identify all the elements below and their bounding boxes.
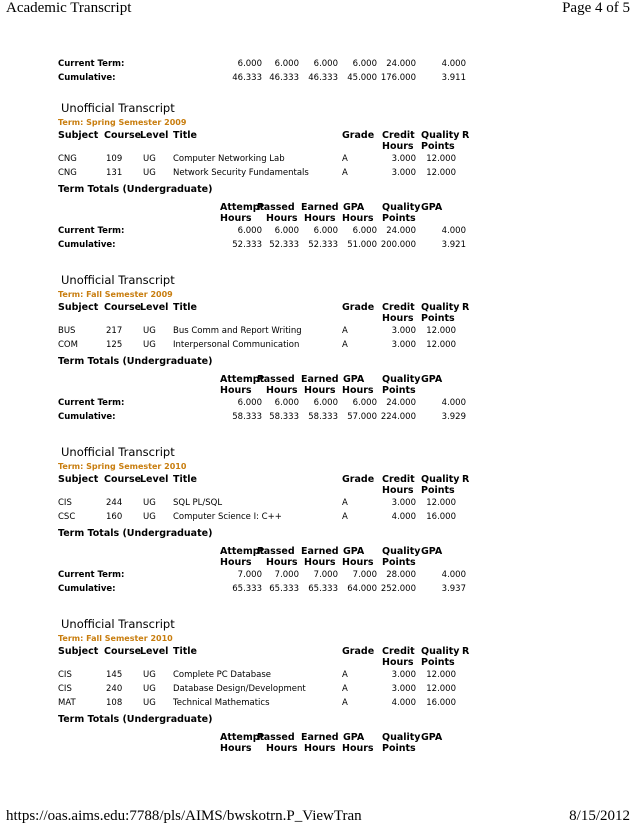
term1-col-level: Level <box>140 302 169 313</box>
term0-col-subject: Subject <box>58 130 99 141</box>
term0-col-course: Course <box>104 130 142 141</box>
course-grade: A <box>342 340 348 350</box>
term1-cumulative-value: 57.000 <box>347 412 377 422</box>
term1-cumulative-value: 58.333 <box>269 412 299 422</box>
term3-col-course: Course <box>104 646 142 657</box>
term1-stat-header: Passed <box>257 374 295 385</box>
term0-col-quality: Quality <box>421 130 460 141</box>
term0-current-term-label: Current Term: <box>58 226 125 236</box>
term2-cumulative-label: Cumulative: <box>58 584 116 594</box>
course-grade: A <box>342 698 348 708</box>
term1-stat-header: Attempt <box>220 374 265 385</box>
course-level: UG <box>143 498 156 508</box>
course-subject: COM <box>58 340 78 350</box>
course-level: UG <box>143 698 156 708</box>
term2-col-quality: Points <box>421 485 455 496</box>
term3-stat-header: GPA <box>343 732 365 743</box>
course-grade: A <box>342 512 348 522</box>
course-subject: MAT <box>58 698 76 708</box>
course-subject: CIS <box>58 498 72 508</box>
term1-cumulative-value: 3.929 <box>441 412 466 422</box>
term1-stat-header: Hours <box>266 385 298 396</box>
course-number: 244 <box>106 498 123 508</box>
course-quality: 12.000 <box>426 340 456 350</box>
term2-stat-header: Points <box>382 557 416 568</box>
term1-stat-header-gpa: GPA <box>421 374 443 385</box>
course-credit: 3.000 <box>391 326 416 336</box>
term1-stat-header: Earned <box>301 374 339 385</box>
term-label: Term: Spring Semester 2009 <box>58 118 187 127</box>
term1-col-credit: Hours <box>382 313 414 324</box>
term1-cumulative-value: 224.000 <box>380 412 416 422</box>
section-title: Unofficial Transcript <box>61 273 175 287</box>
course-credit: 3.000 <box>391 154 416 164</box>
course-credit: 3.000 <box>391 168 416 178</box>
term0-stat-header: Attempt <box>220 202 265 213</box>
course-title: Technical Mathematics <box>173 698 270 708</box>
course-grade: A <box>342 498 348 508</box>
term2-col-title: Title <box>173 474 197 485</box>
term3-stat-header: Passed <box>257 732 295 743</box>
course-quality: 12.000 <box>426 498 456 508</box>
section-title: Unofficial Transcript <box>61 101 175 115</box>
term1-col-quality: Quality <box>421 302 460 313</box>
term1-current-term-value: 4.000 <box>441 398 466 408</box>
term0-current-term-value: 6.000 <box>237 226 262 236</box>
term3-col-grade: Grade <box>342 646 375 657</box>
term3-col-credit: Credit <box>382 646 415 657</box>
term1-stat-header: Points <box>382 385 416 396</box>
term3-stat-header: Hours <box>266 743 298 754</box>
term1-col-credit: Credit <box>382 302 415 313</box>
course-credit: 3.000 <box>391 670 416 680</box>
term0-current-term-value: 6.000 <box>313 226 338 236</box>
page-number: Page 4 of 5 <box>562 0 630 16</box>
course-number: 240 <box>106 684 123 694</box>
term-totals-label: Term Totals (Undergraduate) <box>58 356 213 367</box>
top-cumulative-label: Cumulative: <box>58 73 116 83</box>
course-grade: A <box>342 670 348 680</box>
term1-current-term-value: 6.000 <box>237 398 262 408</box>
term-totals-label: Term Totals (Undergraduate) <box>58 184 213 195</box>
term3-stat-header: Hours <box>220 743 252 754</box>
term2-stat-header: Attempt <box>220 546 265 557</box>
term3-stat-header: Earned <box>301 732 339 743</box>
section-title: Unofficial Transcript <box>61 445 175 459</box>
page-header-title: Academic Transcript <box>6 0 132 16</box>
term2-col-quality: Quality <box>421 474 460 485</box>
term2-stat-header: Hours <box>266 557 298 568</box>
term0-col-level: Level <box>140 130 169 141</box>
course-level: UG <box>143 326 156 336</box>
term0-stat-header: Earned <box>301 202 339 213</box>
term2-stat-header: Earned <box>301 546 339 557</box>
course-quality: 12.000 <box>426 154 456 164</box>
top-cumulative-value: 45.000 <box>347 73 377 83</box>
course-credit: 3.000 <box>391 684 416 694</box>
top-current-term-value: 6.000 <box>313 59 338 69</box>
term3-col-quality: Points <box>421 657 455 668</box>
course-grade: A <box>342 326 348 336</box>
term0-current-term-value: 4.000 <box>441 226 466 236</box>
course-subject: BUS <box>58 326 76 336</box>
footer-date: 8/15/2012 <box>569 808 630 824</box>
term1-cumulative-value: 58.333 <box>232 412 262 422</box>
term3-col-quality: Quality <box>421 646 460 657</box>
term1-stat-header: Hours <box>220 385 252 396</box>
term3-stat-header: Hours <box>342 743 374 754</box>
course-number: 145 <box>106 670 123 680</box>
term1-cumulative-label: Cumulative: <box>58 412 116 422</box>
term3-stat-header: Quality <box>382 732 421 743</box>
term3-col-title: Title <box>173 646 197 657</box>
course-title: Database Design/Development <box>173 684 306 694</box>
term0-stat-header: Points <box>382 213 416 224</box>
term2-stat-header: Hours <box>220 557 252 568</box>
course-quality: 16.000 <box>426 512 456 522</box>
term0-col-grade: Grade <box>342 130 375 141</box>
term2-col-subject: Subject <box>58 474 99 485</box>
term3-stat-header-gpa: GPA <box>421 732 443 743</box>
term2-col-credit: Hours <box>382 485 414 496</box>
term0-stat-header: Hours <box>304 213 336 224</box>
term0-stat-header: Hours <box>342 213 374 224</box>
term0-cumulative-value: 52.333 <box>308 240 338 250</box>
top-current-term-value: 6.000 <box>237 59 262 69</box>
term2-stat-header: Hours <box>304 557 336 568</box>
top-current-term-value: 6.000 <box>274 59 299 69</box>
top-cumulative-value: 46.333 <box>269 73 299 83</box>
course-level: UG <box>143 684 156 694</box>
term1-current-term-value: 6.000 <box>313 398 338 408</box>
term0-col-title: Title <box>173 130 197 141</box>
term1-col-r: R <box>462 302 470 313</box>
term0-cumulative-label: Cumulative: <box>58 240 116 250</box>
top-current-term-value: 24.000 <box>386 59 416 69</box>
term2-current-term-value: 28.000 <box>386 570 416 580</box>
course-grade: A <box>342 684 348 694</box>
course-subject: CIS <box>58 670 72 680</box>
top-current-term-label: Current Term: <box>58 59 125 69</box>
term2-stat-header: Hours <box>342 557 374 568</box>
course-level: UG <box>143 154 156 164</box>
term2-stat-header: Passed <box>257 546 295 557</box>
course-credit: 3.000 <box>391 340 416 350</box>
term1-col-subject: Subject <box>58 302 99 313</box>
term2-stat-header: Quality <box>382 546 421 557</box>
course-number: 160 <box>106 512 123 522</box>
course-credit: 4.000 <box>391 512 416 522</box>
term2-stat-header-gpa: GPA <box>421 546 443 557</box>
term0-col-quality: Points <box>421 141 455 152</box>
course-title: Interpersonal Communication <box>173 340 300 350</box>
course-number: 125 <box>106 340 123 350</box>
course-subject: CNG <box>58 154 77 164</box>
term2-col-credit: Credit <box>382 474 415 485</box>
section-title: Unofficial Transcript <box>61 617 175 631</box>
term0-cumulative-value: 200.000 <box>380 240 416 250</box>
term2-cumulative-value: 3.937 <box>441 584 466 594</box>
term1-stat-header: GPA <box>343 374 365 385</box>
term1-col-quality: Points <box>421 313 455 324</box>
course-number: 108 <box>106 698 123 708</box>
term1-stat-header: Quality <box>382 374 421 385</box>
top-cumulative-value: 3.911 <box>441 73 466 83</box>
course-subject: CSC <box>58 512 76 522</box>
term0-current-term-value: 6.000 <box>352 226 377 236</box>
course-level: UG <box>143 340 156 350</box>
term2-col-course: Course <box>104 474 142 485</box>
term0-cumulative-value: 52.333 <box>232 240 262 250</box>
term2-cumulative-value: 65.333 <box>232 584 262 594</box>
course-title: Network Security Fundamentals <box>173 168 309 178</box>
course-quality: 16.000 <box>426 698 456 708</box>
term3-col-credit: Hours <box>382 657 414 668</box>
course-quality: 12.000 <box>426 326 456 336</box>
term2-col-grade: Grade <box>342 474 375 485</box>
term1-stat-header: Hours <box>304 385 336 396</box>
term0-col-credit: Hours <box>382 141 414 152</box>
course-level: UG <box>143 512 156 522</box>
term0-cumulative-value: 52.333 <box>269 240 299 250</box>
term3-col-r: R <box>462 646 470 657</box>
course-title: Complete PC Database <box>173 670 271 680</box>
term2-current-term-value: 7.000 <box>352 570 377 580</box>
term1-col-course: Course <box>104 302 142 313</box>
term2-current-term-value: 7.000 <box>274 570 299 580</box>
term0-stat-header: Quality <box>382 202 421 213</box>
term3-stat-header: Points <box>382 743 416 754</box>
course-subject: CIS <box>58 684 72 694</box>
course-title: Computer Networking Lab <box>173 154 285 164</box>
term3-col-subject: Subject <box>58 646 99 657</box>
term3-stat-header: Attempt <box>220 732 265 743</box>
term2-current-term-label: Current Term: <box>58 570 125 580</box>
course-title: Bus Comm and Report Writing <box>173 326 302 336</box>
term1-col-grade: Grade <box>342 302 375 313</box>
course-number: 217 <box>106 326 123 336</box>
course-level: UG <box>143 670 156 680</box>
term0-cumulative-value: 3.921 <box>441 240 466 250</box>
term2-cumulative-value: 252.000 <box>380 584 416 594</box>
term0-cumulative-value: 51.000 <box>347 240 377 250</box>
term1-current-term-value: 24.000 <box>386 398 416 408</box>
course-quality: 12.000 <box>426 670 456 680</box>
term0-current-term-value: 24.000 <box>386 226 416 236</box>
term-totals-label: Term Totals (Undergraduate) <box>58 528 213 539</box>
term2-cumulative-value: 65.333 <box>269 584 299 594</box>
term2-stat-header: GPA <box>343 546 365 557</box>
top-current-term-value: 6.000 <box>352 59 377 69</box>
course-number: 131 <box>106 168 123 178</box>
term1-col-title: Title <box>173 302 197 313</box>
term0-stat-header-gpa: GPA <box>421 202 443 213</box>
term1-cumulative-value: 58.333 <box>308 412 338 422</box>
term0-col-credit: Credit <box>382 130 415 141</box>
term3-col-level: Level <box>140 646 169 657</box>
course-title: SQL PL/SQL <box>173 498 223 508</box>
top-cumulative-value: 46.333 <box>308 73 338 83</box>
course-quality: 12.000 <box>426 168 456 178</box>
term0-stat-header: Passed <box>257 202 295 213</box>
term2-current-term-value: 4.000 <box>441 570 466 580</box>
term2-current-term-value: 7.000 <box>237 570 262 580</box>
course-title: Computer Science I: C++ <box>173 512 282 522</box>
term1-current-term-label: Current Term: <box>58 398 125 408</box>
footer-url: https://oas.aims.edu:7788/pls/AIMS/bwskotrn.P_ViewTran <box>6 808 362 824</box>
term1-stat-header: Hours <box>342 385 374 396</box>
term0-stat-header: GPA <box>343 202 365 213</box>
term-label: Term: Fall Semester 2009 <box>58 290 173 299</box>
top-cumulative-value: 176.000 <box>380 73 416 83</box>
term2-col-r: R <box>462 474 470 485</box>
term-label: Term: Fall Semester 2010 <box>58 634 173 643</box>
course-credit: 4.000 <box>391 698 416 708</box>
course-credit: 3.000 <box>391 498 416 508</box>
term-totals-label: Term Totals (Undergraduate) <box>58 714 213 725</box>
course-grade: A <box>342 168 348 178</box>
term2-current-term-value: 7.000 <box>313 570 338 580</box>
term1-current-term-value: 6.000 <box>274 398 299 408</box>
course-subject: CNG <box>58 168 77 178</box>
term0-current-term-value: 6.000 <box>274 226 299 236</box>
term-label: Term: Spring Semester 2010 <box>58 462 187 471</box>
top-cumulative-value: 46.333 <box>232 73 262 83</box>
term0-col-r: R <box>462 130 470 141</box>
course-level: UG <box>143 168 156 178</box>
course-quality: 12.000 <box>426 684 456 694</box>
term0-stat-header: Hours <box>220 213 252 224</box>
top-current-term-value: 4.000 <box>441 59 466 69</box>
term3-stat-header: Hours <box>304 743 336 754</box>
term1-current-term-value: 6.000 <box>352 398 377 408</box>
course-grade: A <box>342 154 348 164</box>
term2-cumulative-value: 65.333 <box>308 584 338 594</box>
course-number: 109 <box>106 154 123 164</box>
term2-col-level: Level <box>140 474 169 485</box>
term2-cumulative-value: 64.000 <box>347 584 377 594</box>
term0-stat-header: Hours <box>266 213 298 224</box>
